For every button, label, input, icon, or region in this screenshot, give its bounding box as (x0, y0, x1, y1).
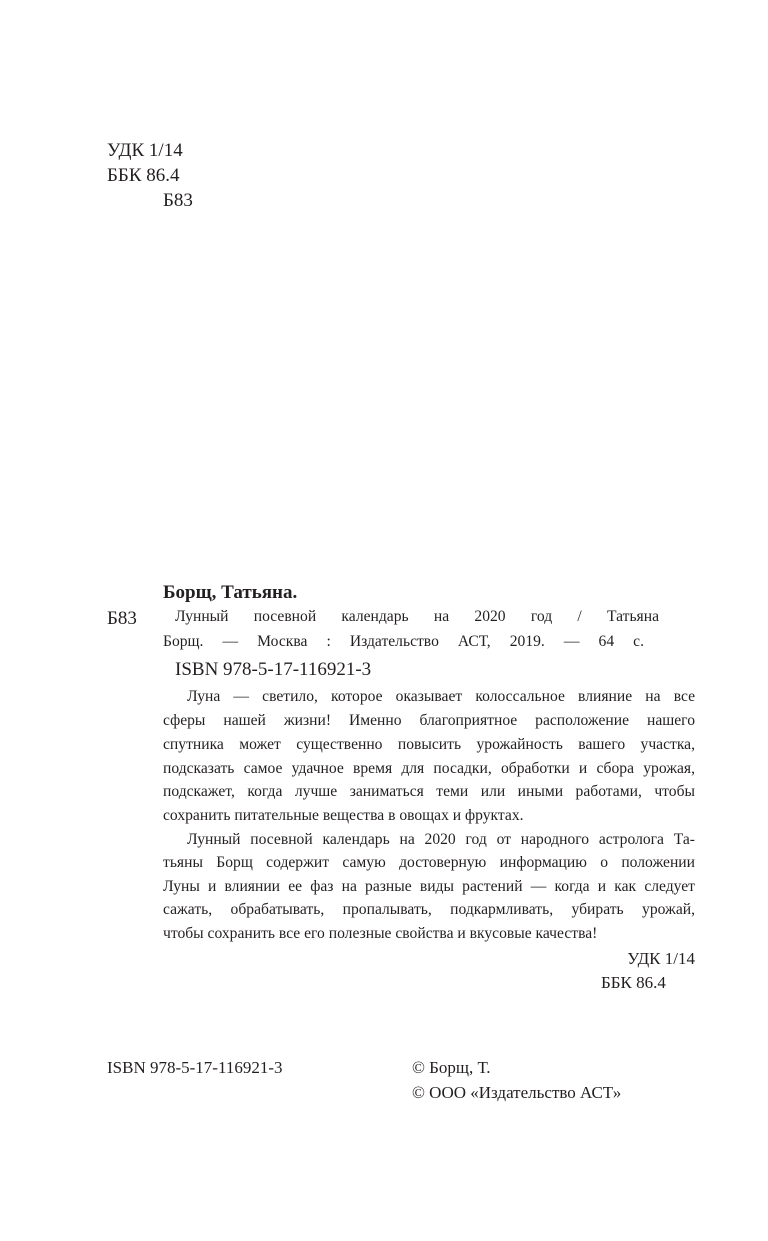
annotation-line: сохранить питательные вещества в овощах и фруктах. (163, 807, 524, 824)
annotation-line: сажать, обрабатывать, пропалывать, подкармливать, убирать урожай, (163, 901, 695, 918)
annotation-line: подскажет, когда лучше заниматься теми или иными работами, чтобы (163, 783, 695, 800)
annotation-line: Луны и влиянии ее фаз на разные виды растений — когда и как следует (163, 878, 695, 895)
catalog-author: Борщ, Татьяна. (163, 582, 298, 603)
annotation-line: тьяны Борщ содержит самую достоверную информацию о положении (163, 854, 695, 871)
footer-isbn: ISBN 978-5-17-116921-3 (107, 1058, 283, 1077)
udk-code: УДК 1/14 (107, 140, 183, 161)
catalog-title-line: Лунный посевной календарь на 2020 год / Татьяна (175, 608, 659, 625)
annotation-line: Луна — светило, которое оказывает колоссальное влияние на все (187, 688, 695, 705)
catalog-title-line: Борщ. — Москва : Издательство АСТ, 2019. — 64 с. (163, 633, 644, 650)
copyright-author: © Борщ, Т. (412, 1058, 491, 1077)
annotation-line: подсказать самое удачное время для посадки, обработки и сбора урожая, (163, 760, 695, 777)
annotation-line: спутника может существенно повысить урожайность вашего участка, (163, 736, 695, 753)
catalog-bbk: ББК 86.4 (601, 973, 666, 992)
author-mark: Б83 (163, 190, 193, 211)
annotation-line: чтобы сохранить все его полезные свойства и вкусовые качества! (163, 925, 598, 942)
catalog-author-mark: Б83 (107, 608, 137, 629)
annotation-line: Лунный посевной календарь на 2020 год от народного астролога Та- (187, 831, 695, 848)
copyright-publisher: © ООО «Издательство АСТ» (412, 1083, 622, 1102)
catalog-udk: УДК 1/14 (627, 949, 695, 968)
annotation-line: сферы нашей жизни! Именно благоприятное расположение нашего (163, 712, 695, 729)
bbk-code: ББК 86.4 (107, 165, 180, 186)
catalog-isbn: ISBN 978-5-17-116921-3 (175, 659, 372, 680)
